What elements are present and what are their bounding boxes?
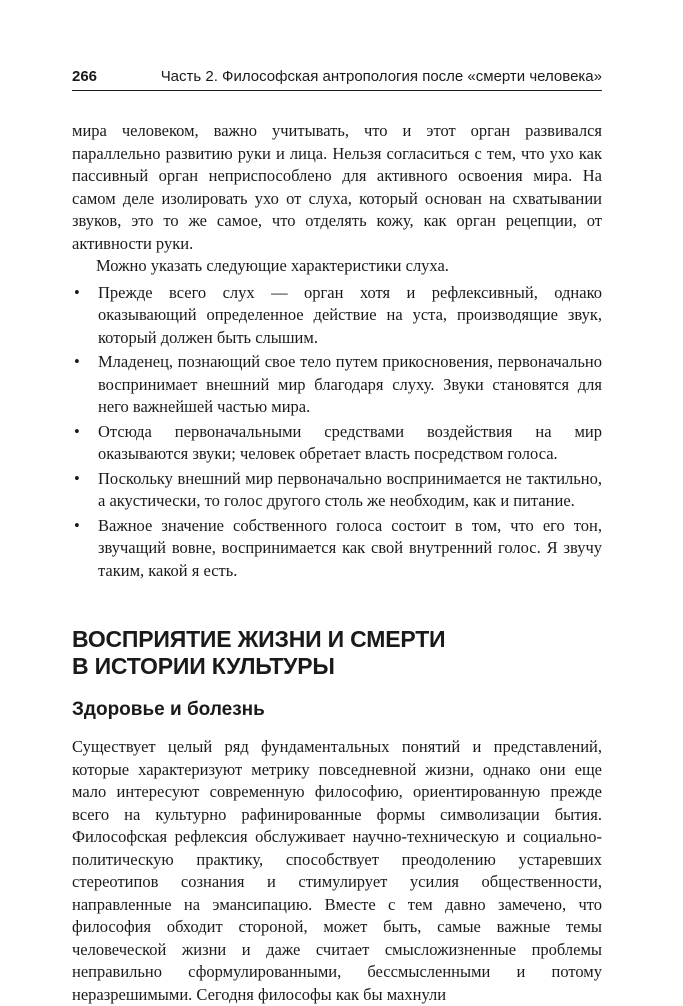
list-item-text: Младенец, познающий свое тело путем прикосновения, первоначально воспринимает внешний мир благодаря слуху. Звуки становятся для него важнейшей частью мира. (98, 352, 602, 416)
lead-sentence: Можно указать следующие характеристики слуха. (96, 256, 449, 275)
page-body (72, 120, 602, 1006)
final-paragraph: Существует целый ряд фундаментальных понятий и представлений, которые характеризуют метрику повседневной жизни, однако они еще мало интересуют современную философию, ориентированную прежде всего на культурно рафинированные формы символизации бытия. Философская рефлексия обслуживает научно-техническую и социально-политическую практику, способствует преодолению устаревших стереотипов сознания и стимулирует усилия общественности, направленные на эмансипацию. Вместе с тем давно замечено, что философия обходит стороной, может быть, самые важные темы человеческой жизни и даже считает смысложизненные проблемы неправильно сформулированными, бессмысленными и потому неразрешимыми. Сегодня философы как бы махнули (72, 737, 602, 1004)
list-item-text: Важное значение собственного голоса состоит в том, что его тон, звучащий вовне, воспринимается как свой внутренний голос. Я звучу таким, какой я есть. (98, 515, 602, 580)
list-item-text: Прежде всего слух — орган хотя и рефлексивный, однако оказывающий определенное действие на уста, производящие звук, который должен быть слышим. (98, 282, 602, 347)
section-heading (72, 626, 602, 680)
list-item (72, 468, 602, 513)
characteristics-list (72, 282, 602, 583)
subheading: Здоровье и болезнь (72, 699, 265, 720)
section-heading-line-1: ВОСПРИЯТИЕ ЖИЗНИ И СМЕРТИ (72, 626, 446, 652)
section-heading-line-2: В ИСТОРИИ КУЛЬТУРЫ (72, 653, 335, 679)
list-item-text: Отсюда первоначальными средствами воздействия на мир оказываются звуки; человек обретает власть посредством голоса. (98, 421, 602, 463)
intro-paragraph: мира человеком, важно учитывать, что и этот орган развивался параллельно развитию руки и лица. Нельзя согласиться с тем, что ухо как пассивный орган неприспособлено для активного освоения мира. На самом деле изолировать ухо от слуха, который основан на схватывании звуков, это то же самое, что отделять кожу, как орган рецепции, от активности руки. (72, 121, 602, 253)
page-number: 266 (72, 68, 98, 85)
bullet-marker: • (74, 282, 80, 302)
list-item (72, 515, 602, 583)
running-header (72, 66, 602, 91)
bullet-marker: • (74, 352, 80, 371)
running-title: Часть 2. Философская антропология после «смерти человека» (160, 68, 602, 85)
list-item (72, 282, 602, 350)
list-item-text: Поскольку внешний мир первоначально воспринимается не тактильно, а акустически, то голос другого столь же необходим, как и питание. (98, 468, 602, 510)
bullet-marker: • (74, 515, 80, 535)
list-item (72, 351, 602, 419)
bullet-marker: • (74, 421, 80, 441)
list-item (72, 421, 602, 466)
bullet-marker: • (74, 468, 80, 488)
